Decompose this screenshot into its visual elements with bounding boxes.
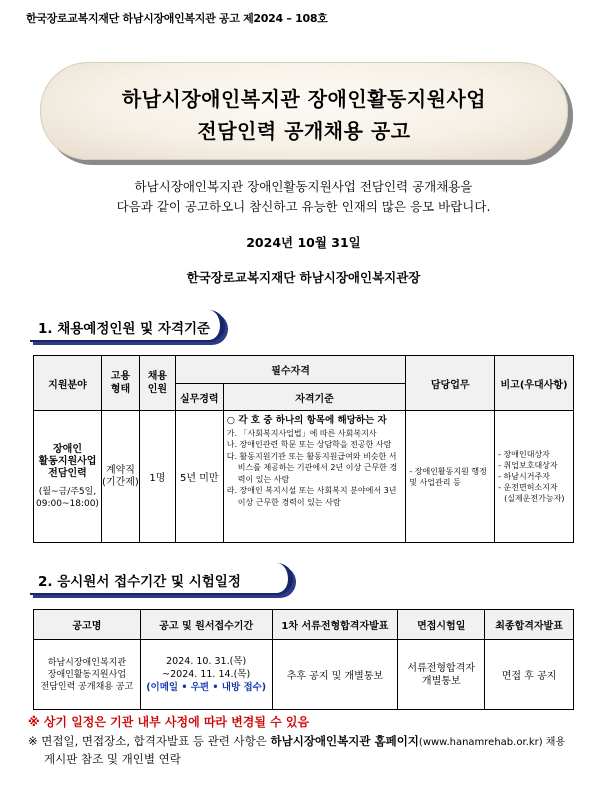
intro-line-1: 하남시장애인복지관 장애인활동지원사업 전담인력 공개채용을 xyxy=(134,179,473,194)
title-line-1: 하남시장애인복지관 장애인활동지원사업 xyxy=(121,87,487,111)
header-headcount: 채용 인원 xyxy=(139,356,175,411)
info-prefix: ※ 면접일, 면접장소, 합격자발표 등 관련 사항은 xyxy=(28,734,271,748)
cell-final-result: 면접 후 공지 xyxy=(485,640,574,710)
section-2-title: 2. 응시원서 접수기간 및 시험일정 xyxy=(38,574,241,590)
info-note xyxy=(28,733,565,749)
header-employment-type: 고용 형태 xyxy=(101,356,139,411)
section-2-header xyxy=(30,563,300,597)
period-start: 2024. 10. 31.(목) xyxy=(166,656,247,667)
note-item: - 취업보호대상자 xyxy=(498,461,558,470)
field-name: 장애인 활동지원사업 전담인력 xyxy=(38,443,97,479)
title-banner xyxy=(40,62,568,160)
schedule-table xyxy=(33,609,574,710)
header-final-result: 최종합격자발표 xyxy=(485,610,574,640)
criteria-item: 가. 「사회복지사업법」에 따른 사회복지사 xyxy=(226,428,377,438)
criteria-head: ○ 각 호 중 하나의 항목에 해당하는 자 xyxy=(226,415,387,426)
criteria-item: 나. 장애인관련 학문 또는 상담학을 전공한 사람 xyxy=(226,440,392,449)
notice-date: 2024년 10월 31일 xyxy=(246,235,361,250)
header-required: 필수자격 xyxy=(175,356,405,384)
header-period: 공고 및 원서접수기간 xyxy=(140,610,272,640)
cell-note xyxy=(495,411,574,543)
intro-line-2: 다음과 같이 공고하오니 참신하고 유능한 인재의 많은 응모 바랍니다. xyxy=(116,199,491,214)
header-first-result: 1차 서류전형합격자발표 xyxy=(272,610,398,640)
criteria-item: 라. 장애인 복지시설 또는 사회복지 분야에서 3년 이상 근무한 경력이 있는 사람 xyxy=(226,486,397,507)
section-1-title: 1. 채용예정인원 및 자격기준 xyxy=(38,321,211,337)
header-criteria: 자격기준 xyxy=(223,384,406,411)
period-methods: (이메일 • 우편 • 내방 접수) xyxy=(146,682,267,693)
cell-employment-type: 계약직 (기간제) xyxy=(101,411,139,543)
header-experience: 실무경력 xyxy=(175,384,223,411)
cell-experience: 5년 미만 xyxy=(175,411,223,543)
note-item: - 하남시거주자 xyxy=(498,472,550,481)
header-notice-name: 공고명 xyxy=(34,610,141,640)
note-item: - 운전면허소지자 (실제운전가능자) xyxy=(498,483,565,503)
cell-notice-name: 하남시장애인복지관 장애인활동지원사업 전담인력 공개채용 공고 xyxy=(34,640,141,710)
cell-headcount: 1명 xyxy=(139,411,175,543)
cell-criteria xyxy=(223,411,406,543)
header-field: 지원분야 xyxy=(34,356,102,411)
schedule-warning: ※ 상기 일정은 기관 내부 사정에 따라 변경될 수 있음 xyxy=(28,715,310,729)
homepage-name: 하남시장애인복지관 홈페이지 xyxy=(270,734,419,748)
section-1-header xyxy=(30,310,230,344)
header-duty: 담당업무 xyxy=(406,356,495,411)
notice-number: 한국장로교복지재단 하남시장애인복지관 공고 제2024 – 108호 xyxy=(26,12,328,25)
issuer: 한국장로교복지재단 하남시장애인복지관장 xyxy=(186,270,421,285)
recruitment-table xyxy=(33,355,574,543)
info-suffix: (www.hanamrehab.or.kr) 채용 xyxy=(418,737,566,748)
cell-period xyxy=(140,640,272,710)
cell-field xyxy=(34,411,102,543)
cell-duty: - 장애인활동지원 행정 및 사업관리 등 xyxy=(406,411,495,543)
info-note-line-2: 게시판 참조 및 개인별 연락 xyxy=(44,752,181,766)
title-line-2: 전담인력 공개채용 공고 xyxy=(197,119,411,143)
criteria-item: 다. 활동지원기관 또는 활동지원급여와 비슷한 서비스를 제공하는 기관에서 2년 이상 근무한 경력이 있는 사람 xyxy=(226,451,398,484)
field-hours: (월~금/주5일, 09:00~18:00) xyxy=(36,486,99,509)
cell-interview: 서류전형합격자 개별통보 xyxy=(398,640,485,710)
period-end: ~2024. 11. 14.(목) xyxy=(162,669,251,680)
header-interview: 면접시험일 xyxy=(398,610,485,640)
note-item: - 장애인대상자 xyxy=(498,450,550,459)
header-note: 비고(우대사항) xyxy=(495,356,574,411)
cell-first-result: 추후 공지 및 개별통보 xyxy=(272,640,398,710)
